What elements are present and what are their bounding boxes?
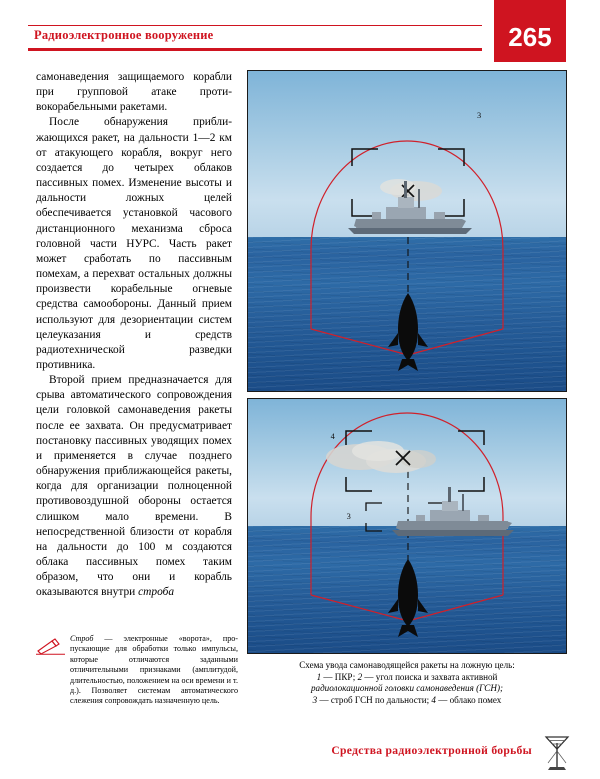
range-gate-bracket-b-tr: [458, 431, 484, 445]
figure-bottom: [247, 398, 567, 654]
figure-top: [247, 70, 567, 392]
range-gate-bracket-tr: [438, 149, 464, 166]
footnote-text-head: [70, 634, 238, 707]
caption-line-1: Схема увода самонаводящейся ракеты на ложную цель:: [299, 660, 515, 670]
paragraph-2: После обнаружения приближающихся ракет, на дальности 1—2 км от атакующего корабля, вокруг него создается до четырех облаков пассивных помех. Изменение высоты и дальности ложных целей обеспечивается установкой часового дистанционного механизма сброса головной части НУРС. Часть ракет может сработать по пассивным помехам, а перехват остальных должны произвести корабельные огневые средства самообороны. Данный прием используют для дезориентации систем целеуказания и средств радиотехнической разведки противника.: [36, 116, 232, 371]
caption-num-3: 3: [312, 694, 318, 705]
main-text-column: [36, 70, 232, 600]
caption-num-1: 1: [316, 671, 322, 682]
antenna-emblem-icon: [540, 733, 574, 771]
figure-bottom-label-3: 3: [346, 512, 351, 522]
figure-top-label-3: 3: [476, 111, 482, 120]
paragraph-3-italic-term: строба: [138, 586, 175, 599]
range-gate-bracket-b-br: [458, 477, 484, 491]
figure-bottom-label-4: 4: [330, 432, 335, 442]
page-number: 265: [508, 22, 552, 52]
range-gate-small-tr: [428, 503, 444, 511]
paragraph-1: самонаведения защищаемого корабли при групповой атаке противокорабельными ракетами.: [36, 71, 232, 114]
caption-line-2a: — ПКР;: [321, 671, 358, 682]
figure-bottom-overlay: [248, 399, 566, 653]
paragraph-3-text: Второй прием предназначается для срыва автоматического сопровождения цели головкой самонаведения ракеты после ее захвата. Он предусматривает постановку пассивных уводящих помех и применяется в случае позднего обнаружения приближающейся ракеты, когда для организации полноценной противовоздушной обороны остается слишком мало времени. В непосредственной близости от корабля на дальности до 100 м создаются облака пассивных помех таким образом, что они и корабль оказываются внутри: [36, 374, 232, 599]
caption-line-3: радиолокационной головки самонаведения (ГСН);: [310, 683, 503, 694]
caption-line-2b: — угол поиска и захвата активной: [362, 671, 498, 682]
footer-section-title: Средства радиоэлектронной борьбы: [331, 744, 532, 757]
missile-silhouette-bottom: [388, 559, 428, 637]
range-gate-small-bl: [366, 523, 382, 531]
figure-bottom-scene: [248, 399, 566, 653]
warship-silhouette-bottom: [392, 487, 514, 536]
figure-top-overlay: [248, 71, 566, 391]
range-gate-bracket-b-bl: [346, 477, 372, 491]
figure-top-scene: [248, 71, 566, 391]
header-rule-top: [28, 25, 482, 26]
missile-silhouette-top: [388, 293, 428, 371]
range-gate-small-tl: [366, 503, 382, 511]
pencil-note-icon: [36, 637, 66, 655]
footnote-term: Строб: [70, 634, 94, 643]
caption-num-2: 2: [357, 671, 363, 682]
paragraph-3: [36, 373, 232, 600]
page-header-title: Радиоэлектронное вооружение: [34, 28, 214, 42]
caption-num-4: 4: [431, 694, 436, 705]
footnote-body-1: — электронные «ворота», пропускающие для обработки только импульсы, которые отличаются заданными отличительными признаками (амплитудой, длительностью, положением на оси времени и т. д.). Позволяет системам автоматического слежения сопровождать назначенную цель.: [70, 634, 238, 706]
chaff-cloud-bottom: [326, 441, 436, 473]
caption-line-4b: — облако помех: [435, 694, 502, 705]
figure-caption: [250, 660, 564, 706]
header-rule-bottom: [28, 48, 482, 51]
caption-line-4a: — строб ГСН по дальности;: [317, 694, 432, 705]
